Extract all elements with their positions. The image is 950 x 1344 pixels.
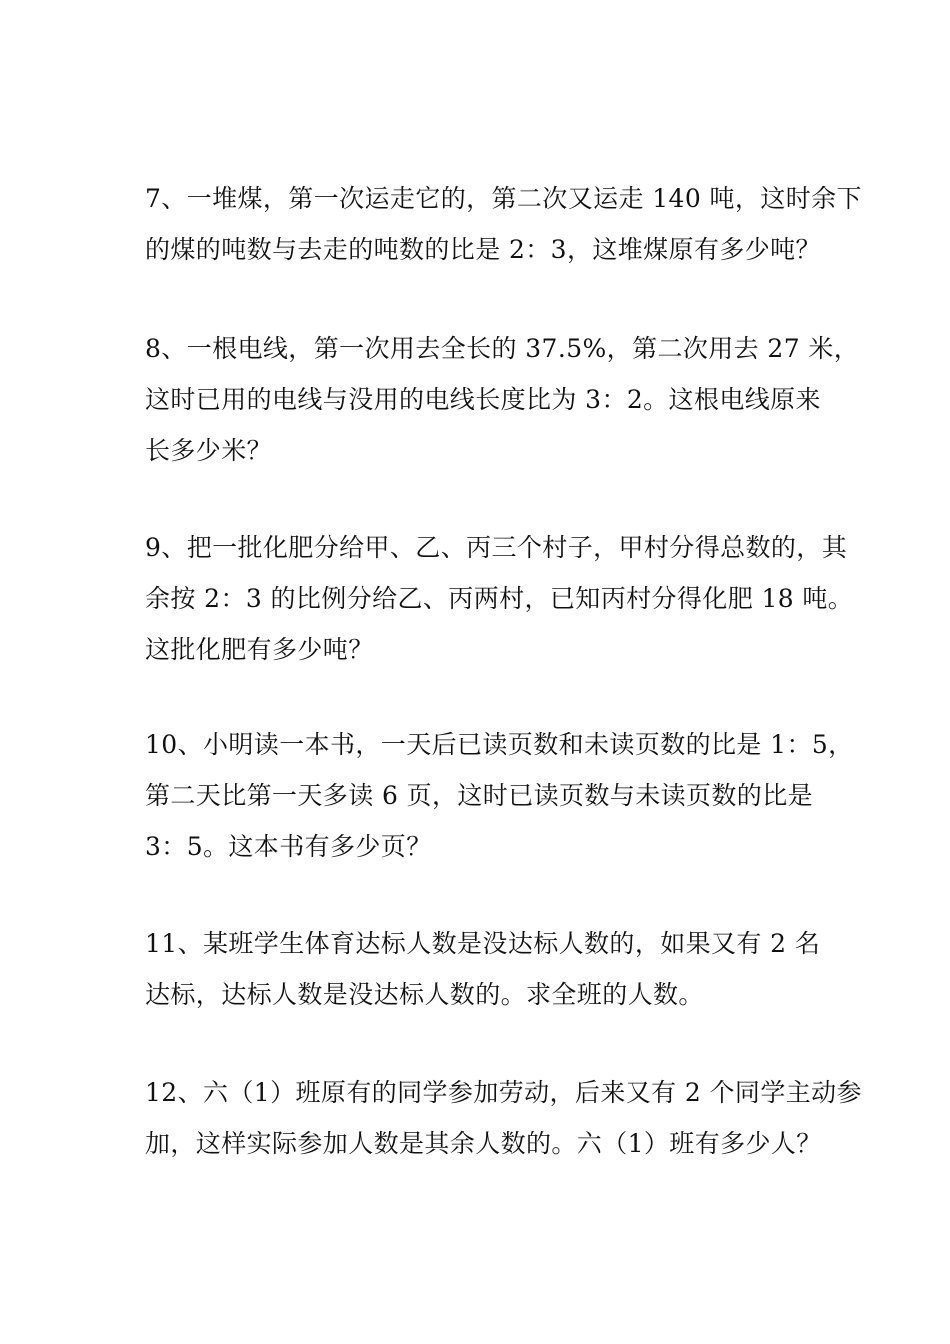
problem-line: 第二天比第一天多读 6 页，这时已读页数与未读页数的比是 [145,781,814,810]
problem-line: 7、一堆煤，第一次运走它的，第二次又运走 140 吨，这时余下 [145,184,862,213]
problem-line: 这批化肥有多少吨？ [145,635,374,664]
problem-line: 余按 2：3 的比例分给乙、丙两村，已知丙村分得化肥 18 吨。 [145,584,854,613]
problem-12 [145,1067,862,1169]
problem-line: 长多少米？ [145,436,273,465]
problem-line: 8、一根电线，第一次用去全长的 37.5%，第二次用去 27 米， [145,334,860,363]
problem-line: 11、某班学生体育达标人数是没达标人数的，如果又有 2 名 [145,929,821,958]
problem-8 [145,323,860,476]
problem-line: 达标，达标人数是没达标人数的。求全班的人数。 [145,980,704,1009]
problem-7 [145,173,862,275]
problem-line: 的煤的吨数与去走的吨数的比是 2：3，这堆煤原有多少吨？ [145,235,821,264]
problem-11 [145,918,821,1020]
problem-line: 这时已用的电线与没用的电线长度比为 3：2。这根电线原来 [145,385,821,414]
problem-line: 加，这样实际参加人数是其余人数的。六（1）班有多少人？ [145,1129,822,1158]
problem-line: 9、把一批化肥分给甲、乙、丙三个村子，甲村分得总数的，其 [145,533,848,562]
problem-9 [145,522,854,675]
problem-line: 10、小明读一本书，一天后已读页数和未读页数的比是 1：5， [145,730,854,759]
problem-line: 3：5。这本书有多少页？ [145,832,432,861]
problem-line: 12、六（1）班原有的同学参加劳动，后来又有 2 个同学主动参 [145,1078,862,1107]
problem-10 [145,719,854,872]
